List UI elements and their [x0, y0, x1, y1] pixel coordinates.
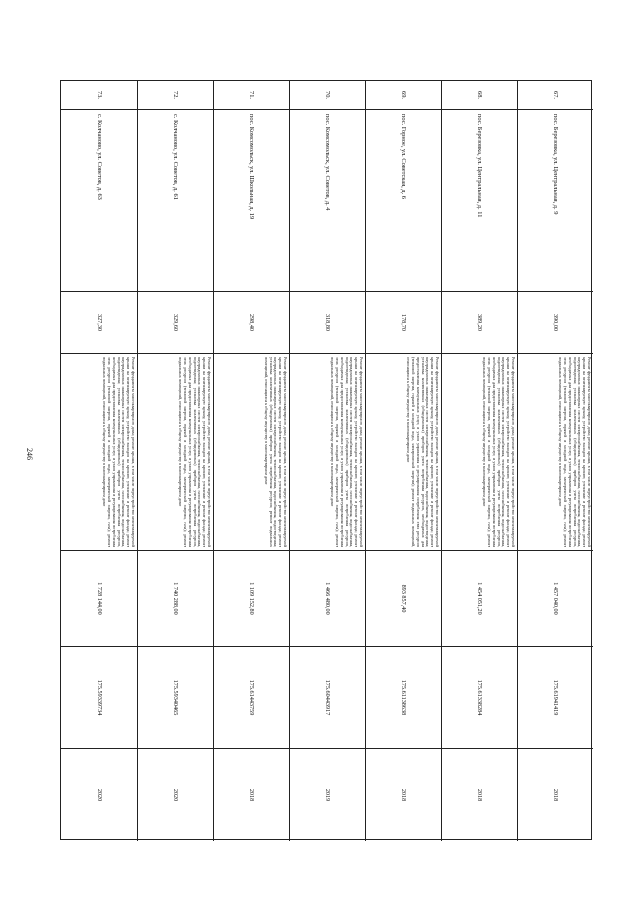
row-area: 327,30	[61, 292, 137, 354]
row-area: 318,80	[289, 292, 365, 354]
row-year: 2020	[137, 749, 213, 841]
row-address: пос. Березовка, ул. Центральная, д. 11	[441, 110, 517, 292]
row-code: 175.60443917	[289, 647, 365, 749]
page-number: 246	[25, 448, 34, 460]
row-code: 175.59340465	[137, 647, 213, 749]
row-number: 70.	[289, 81, 365, 110]
row-number: 71.	[213, 81, 289, 110]
row-address: пос. Горное, ул. Советская, д. 6	[365, 110, 441, 292]
row-work-description: Ремонт фундамента многоквартирного дома; ремонт крыши, в том числе переустройство невентилируемой крыши на вентилируемую крышу, устройство выходов на кровлю; утепление и ремонт фасада; ремонт внутридомовых инженерных систем электроснабжения, теплоснабжения, газоснабжения, водоснабжения, водоотведения; установка коллективных (общедомовых) приборов учета потребления ресурсов, необходимых для предоставления коммунальных услуг, и узлов управления и регулирования потребления этих ресурсов (тепловой энергии, горячей и холодной воды, электрической энергии, газа); ремонт подвальных помещений, относящихся к общему имуществу в многоквартирном доме	[441, 354, 517, 551]
row-work-description: Ремонт фундамента многоквартирного дома; ремонт крыши, в том числе переустройство невентилируемой крыши на вентилируемую крышу, устройство выходов на кровлю; утепление и ремонт фасада; ремонт внутридомовых инженерных систем электроснабжения, теплоснабжения, газоснабжения, водоснабжения, водоотведения; установка коллективных (общедомовых) приборов учета потребления ресурсов, необходимых для предоставления коммунальных услуг, и узлов управления и регулирования потребления этих ресурсов (тепловой энергии, горячей и холодной воды, электрической энергии, газа); ремонт подвальных помещений, относящихся к общему имуществу в многоквартирном доме	[517, 354, 593, 551]
row-code: 175.61941419	[517, 647, 593, 749]
row-area: 329,60	[137, 292, 213, 354]
row-year: 2018	[441, 749, 517, 841]
row-address: пос. Комсомольск, ул. Советов, д. 4	[289, 110, 365, 292]
row-cost: 893 857,40	[365, 551, 441, 647]
row-address: пос. Березовка, ул. Центральная, д. 9	[517, 110, 593, 292]
row-work-description: Ремонт фундамента многоквартирного дома; ремонт крыши, в том числе переустройство невентилируемой крыши на вентилируемую крышу, устройство выходов на кровлю; утепление и ремонт фасада; ремонт внутридомовых инженерных систем электроснабжения, теплоснабжения, газоснабжения, водоснабжения, водоотведения; установка коллективных (общедомовых) приборов учета потребления ресурсов, необходимых для предоставления коммунальных услуг, и узлов управления и регулирования потребления этих ресурсов (тепловой энергии, горячей и холодной воды, электрической энергии, газа); ремонт подвальных помещений, относящихся к общему имуществу в многоквартирном доме	[289, 354, 365, 551]
row-year: 2020	[95, 788, 103, 802]
row-address: с. Колчаново, ул. Советов, д. 63	[61, 110, 137, 292]
row-number: 68.	[441, 81, 517, 110]
row-year: 2018	[365, 749, 441, 841]
row-address: с. Колчаново, ул. Советов, д. 61	[137, 110, 213, 292]
row-cost: 1 109 152,80	[213, 551, 289, 647]
row-cost: 1 728 144,00	[61, 551, 137, 647]
capital-repair-table	[60, 80, 592, 840]
row-year: 2018	[517, 749, 593, 841]
row-number: 67.	[517, 81, 593, 110]
row-code: 175.59339734	[61, 647, 137, 749]
row-area: 390,00	[517, 292, 593, 354]
row-work-description: Ремонт фундамента многоквартирного дома; ремонт крыши, в том числе переустройство невентилируемой крыши на вентилируемую крышу, устройство выходов на кровлю; утепление и ремонт фасада; ремонт внутридомовых инженерных систем электроснабжения, теплоснабжения, водоснабжения, водоотведения; установка коллективных (общедомовых) приборов учета потребления ресурсов; ремонт подвальных помещений, относящихся к общему имуществу в многоквартирном доме	[213, 354, 289, 551]
row-cost: 1 457 040,00	[517, 551, 593, 647]
row-area: 298,40	[213, 292, 289, 354]
row-work-description: Ремонт фундамента многоквартирного дома; ремонт крыши, в том числе переустройство невентилируемой крыши на вентилируемую крышу, устройство выходов на кровлю; утепление и ремонт фасада; ремонт внутридомовых инженерных систем электроснабжения, теплоснабжения, водоснабжения, водоотведения; установка коллективных (общедомовых) приборов учета потребления ресурсов, необходимых для предоставления коммунальных услуг, и узлов управления и регулирования потребления этих ресурсов (тепловой энергии, горячей и холодной воды, электрической энергии); ремонт подвальных помещений, относящихся к общему имуществу в многоквартирном доме	[365, 354, 441, 551]
row-address: пос. Комсомольск, ул. Школьная, д. 19	[213, 110, 289, 292]
row-work-description: Ремонт фундамента многоквартирного дома; ремонт крыши, в том числе переустройство невентилируемой крыши на вентилируемую крышу, устройство выходов на кровлю; утепление и ремонт фасада; ремонт внутридомовых инженерных систем электроснабжения, теплоснабжения, газоснабжения, водоснабжения, водоотведения; установка коллективных (общедомовых) приборов учета потребления ресурсов, необходимых для предоставления коммунальных услуг, и узлов управления и регулирования потребления этих ресурсов (тепловой энергии, горячей и холодной воды, электрической энергии, газа); ремонт подвальных помещений, относящихся к общему имуществу в многоквартирном доме	[137, 354, 213, 551]
row-number: 72.	[137, 81, 213, 110]
row-code: 175.61138638	[365, 647, 441, 749]
row-number: 73.	[61, 81, 137, 110]
row-work-description: Ремонт фундамента многоквартирного дома; ремонт крыши, в том числе переустройство невентилируемой крыши на вентилируемую крышу, устройство выходов на кровлю; утепление и ремонт фасада; ремонт внутридомовых инженерных систем электроснабжения, теплоснабжения, газоснабжения, водоснабжения, водоотведения; установка коллективных (общедомовых) приборов учета потребления ресурсов, необходимых для предоставления коммунальных услуг, и узлов управления и регулирования потребления этих ресурсов (тепловой энергии, горячей и холодной воды, электрической энергии, газа); ремонт подвальных помещений, относящихся к общему имуществу в многоквартирном доме	[61, 354, 137, 551]
row-area: 389,20	[441, 292, 517, 354]
row-code: 175.61443759	[213, 647, 289, 749]
row-code: 175.61338284	[441, 647, 517, 749]
table-grid	[61, 81, 593, 841]
row-cost: 1 466 480,00	[289, 551, 365, 647]
row-cost: 1 740 288,00	[137, 551, 213, 647]
row-cost: 1 454 051,20	[441, 551, 517, 647]
row-number: 69.	[365, 81, 441, 110]
row-year: 2019	[289, 749, 365, 841]
row-year: 2018	[213, 749, 289, 841]
row-area: 178,70	[365, 292, 441, 354]
